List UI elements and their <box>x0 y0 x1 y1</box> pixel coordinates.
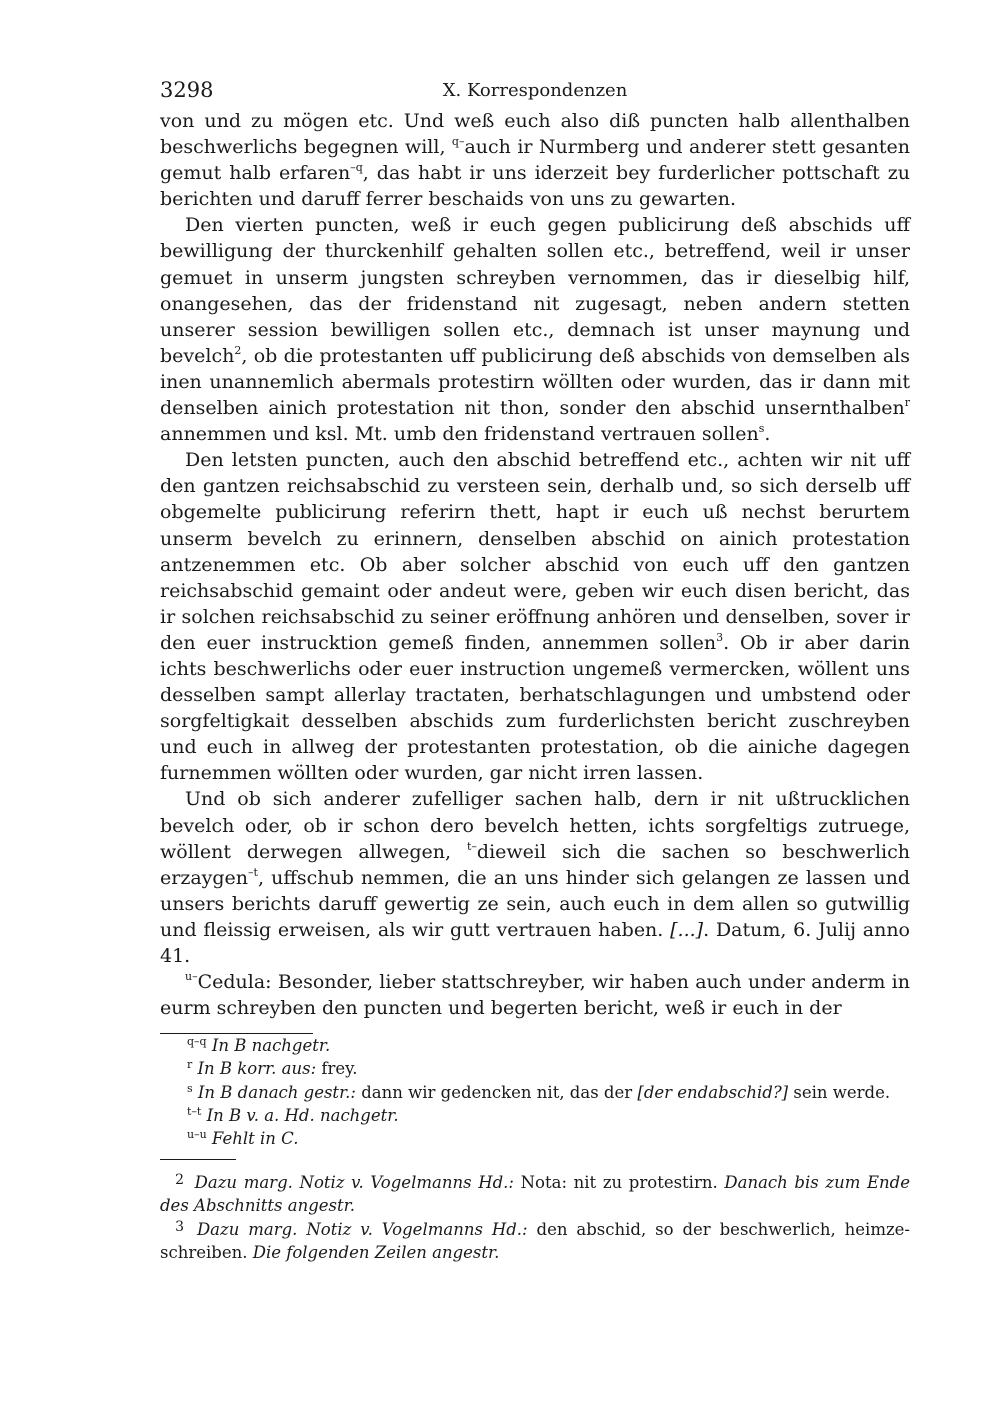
running-head <box>160 78 910 108</box>
note-mark-u-open: u– <box>185 970 198 984</box>
textual-notes <box>160 1034 910 1150</box>
footnotes <box>160 1172 910 1263</box>
footnote-number: 3 <box>175 1219 184 1236</box>
paragraph-3: Den letsten puncten, auch den abschid betreffend etc., achten wir nit uff den gantzen reichsabschid zu versteen sein, derhalb und, so sich derselb uff obgemelte publicirung referirn thett, hapt ir euch uß nechst berurtem unserm bevelch zu erinnern, denselben abschid on ainich protestation antzenemmen etc. Ob aber solcher abschid von euch uff den gantzen reichsabschid gemaint oder andeut were, geben wir euch disen bericht, das ir solchen reichsabschid zu seiner eröffnung anhören und denselben, sover ir den euer instrucktion gemeß finden, annemmen sollen$^3$. Ob ir aber darin ichts beschwerlichs oder euer instruction ungemeß vermercken, wöllent uns desselben sampt allerlay tractaten, berhatschlagungen und umbstend oder sorgfeltigkait desselben abschids zum furderlichsten bericht zuschreyben und euch in allweg der protestanten protestation, ob die ainiche dagegen furnemmen wöllten oder wurden, gar nicht irren lassen. <box>160 449 910 785</box>
note-mark-s: s <box>758 422 765 436</box>
running-title: X. Korrespondenzen <box>442 80 628 101</box>
textual-note: $^s$ In B danach gestr.: dann wir gedencken nit, das der [der endabschid?] sein werde. <box>187 1081 891 1102</box>
paragraph-5: $^{u-}$Cedula: Besonder, lieber stattschreyber, wir haben auch under anderm in eurm schreyben den puncten und begerten bericht, weß ir euch in der <box>160 970 910 1020</box>
textual-note: $^{u-u}$ Fehlt in C. <box>187 1128 299 1149</box>
footnote-3: $^3$ Dazu marg. Notiz v. Vogelmanns Hd.: den abschid, so der beschwerlich, heimzeschreiben. Die folgenden Zeilen angestr. <box>160 1219 910 1263</box>
footnote-ref-2: 2 <box>234 343 242 357</box>
footnote-2: $^2$ Dazu marg. Notiz v. Vogelmanns Hd.: Nota: nit zu protestirn. Danach bis zum Ende des Abschnitts angestr. <box>160 1172 910 1216</box>
textual-note: $^{q-q}$ In B nachgetr. <box>187 1035 331 1056</box>
footnotes-divider <box>160 1159 236 1160</box>
note-mark-t-open: t– <box>466 839 477 853</box>
paragraph-1: von und zu mögen etc. Und weß euch also diß puncten halb allenthalben beschwerlichs begegnen will, $^{q-}$auch ir Nurmberg und anderer stett gesanten gemut halb erfaren$^{-q}$, das habt ir uns iderzeit bey furderlicher pottschaft zu berichten und daruff ferrer beschaids von uns zu gewarten. <box>160 110 910 211</box>
note-mark-t-close: –t <box>248 865 258 879</box>
paragraph-2: Den vierten puncten, weß ir euch gegen publicirung deß abschids uff bewilligung der thurckenhilf gehalten sollen etc., betreffend, weil ir unser gemuet in unserm jungsten schreyben vernommen, das ir dieselbig hilf, onangesehen, das der fridenstand nit zugesagt, neben andern stetten unserer session bewilligen sollen etc., demnach ist unser maynung und bevelch$^2$, ob die protestanten uff publicirung deß abschids von demselben als inen unannemlich abermals protestirn wöllten oder wurden, das ir dann mit denselben ainich protestation nit thon, sonder den abschid unsernthalben$^r$ annemmen und ksl. Mt. umb den fridenstand vertrauen sollen$^s$. <box>160 214 910 446</box>
note-mark-r: r <box>904 396 910 410</box>
textual-note: $^r$ In B korr. aus: frey. <box>187 1058 358 1079</box>
footnote-number: 2 <box>175 1172 184 1189</box>
paragraph-4: Und ob sich anderer zufelliger sachen halb, dern ir nit ußtrucklichen bevelch oder, ob ir schon dero bevelch hetten, ichts sorgfeltigs zutruege, wöllent derwegen allwegen, $^{t-}$dieweil sich die sachen so beschwerlich erzaygen$^{-t}$, uffschub nemmen, die an uns hinder sich gelangen ze lassen und unsers berichts daruff gewertig ze sein, auch euch in dem allen so gutwillig und fleissig erweisen, als wir gutt vertrauen haben. [...]. Datum, 6. Julij anno 41. <box>160 788 910 967</box>
ellipsis: [...] <box>670 918 704 941</box>
page-number: 3298 <box>160 78 214 102</box>
note-mark-q-close: –q <box>350 161 363 175</box>
footnote-ref-3: 3 <box>716 630 724 644</box>
textual-note: $^{t-t}$ In B v. a. Hd. nachgetr. <box>187 1104 399 1125</box>
note-mark-q-open: q– <box>451 135 465 149</box>
main-text <box>160 108 910 1021</box>
document-page <box>160 78 910 1263</box>
